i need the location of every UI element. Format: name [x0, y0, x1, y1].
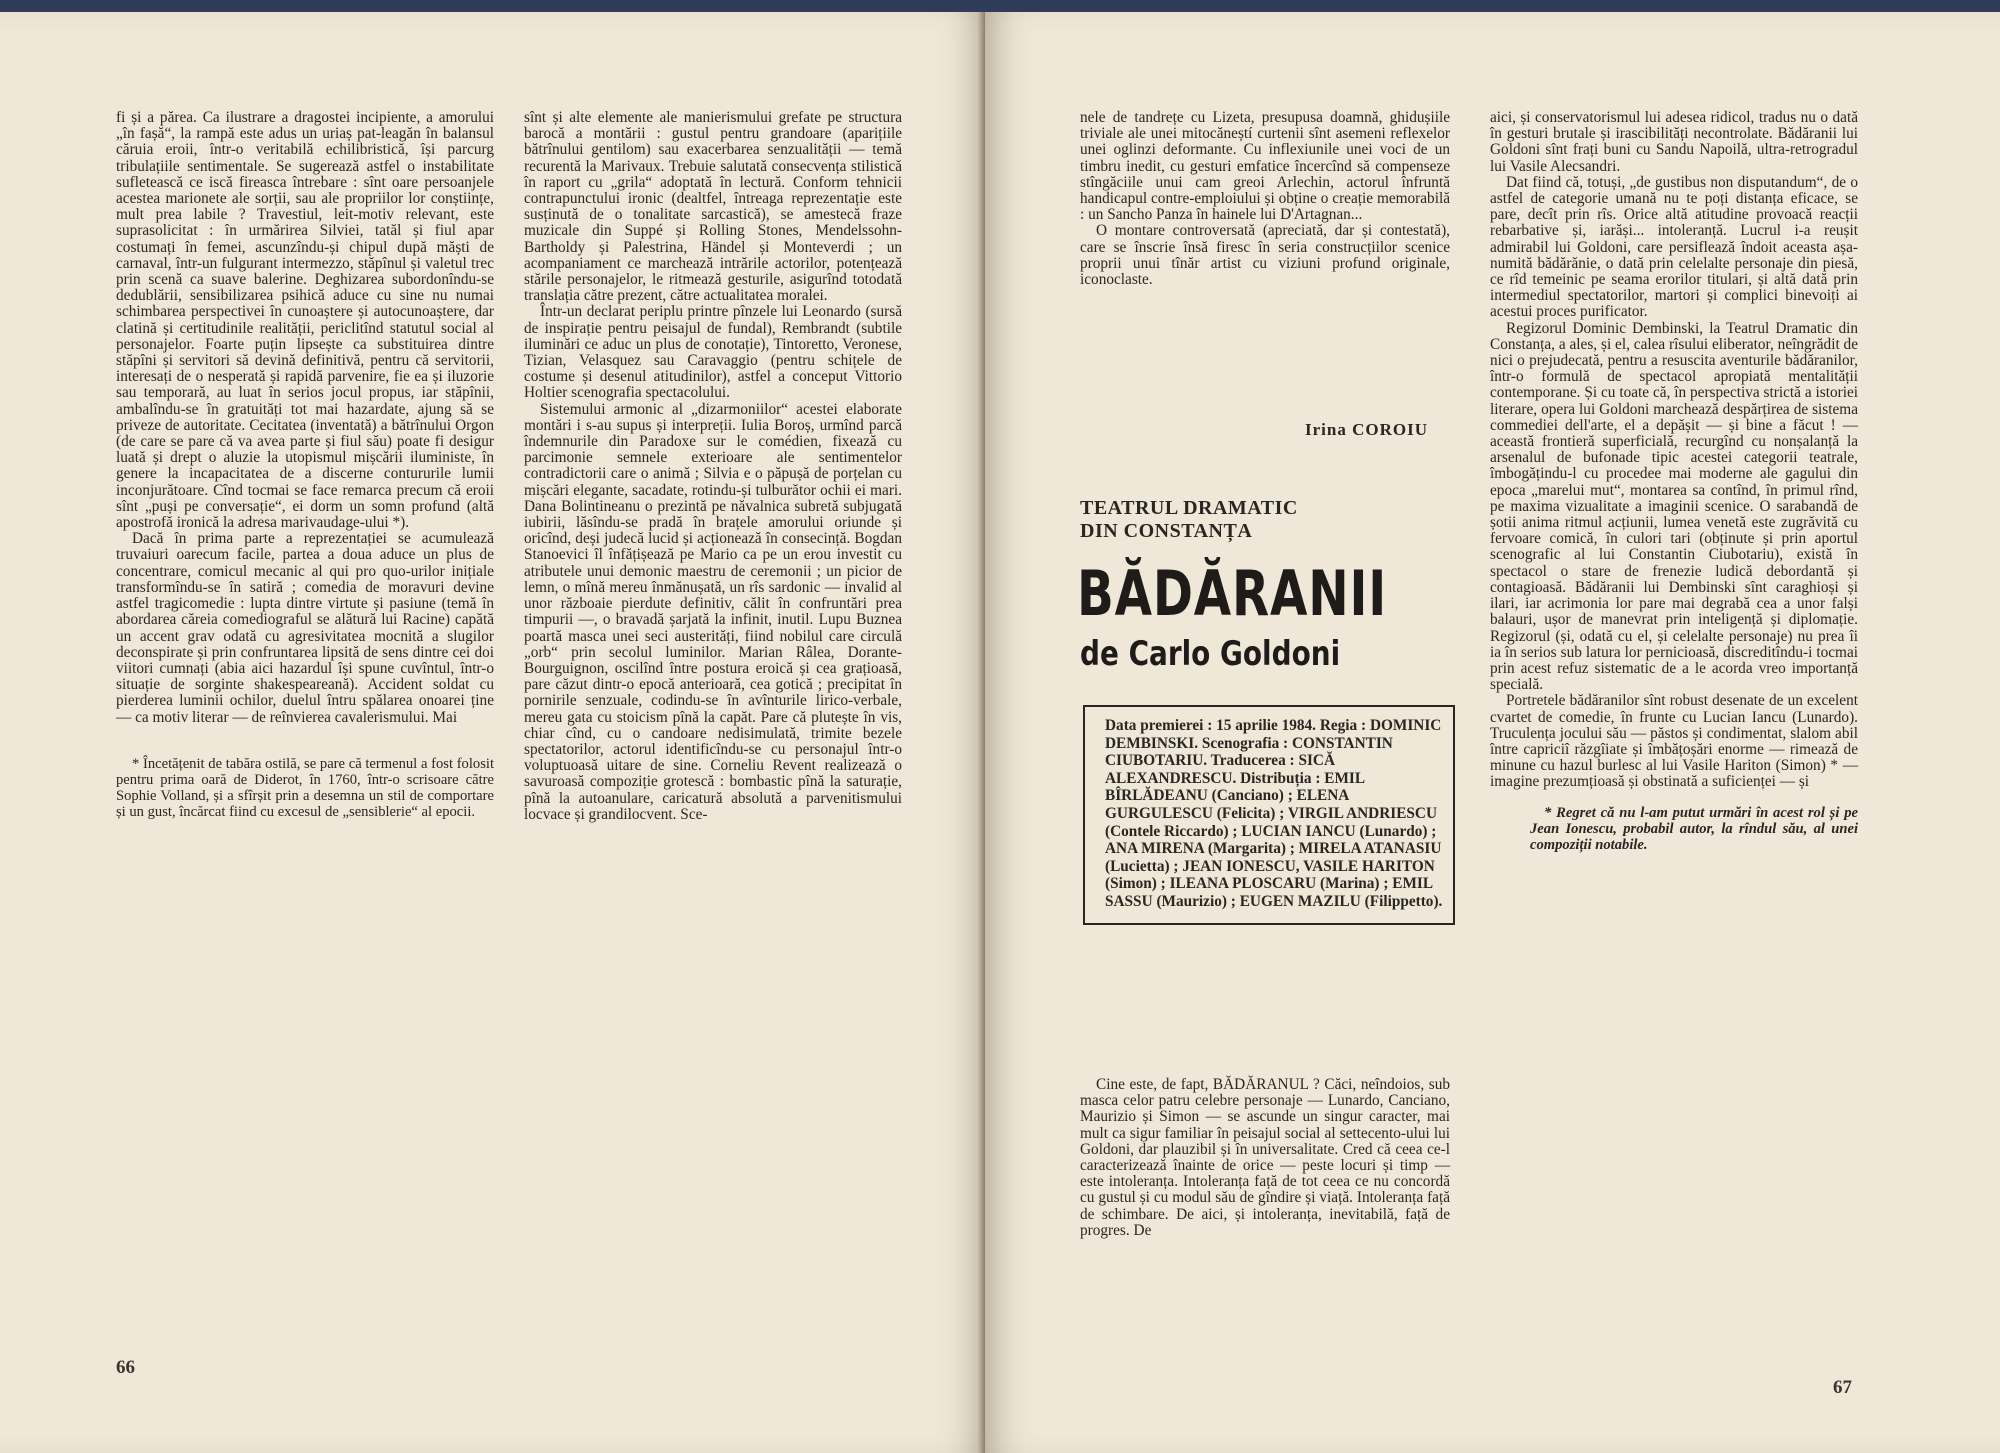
right-column-1-top: [1080, 110, 1450, 288]
credits-box: [1083, 705, 1455, 925]
play-author: de Carlo Goldoni: [1080, 634, 1341, 674]
paragraph: aici, și conservatorismul lui adesea ridicol, tradus nu o dată în gesturi brutale și irascibilități necontrolate. Bădăranii lui Goldoni sînt frați buni cu Sandu Napoilă, ultra-retrogradul lui Vasile Alecsandri.: [1490, 109, 1858, 175]
credits-text: Data premierei : 15 aprilie 1984. Regia : DOMINIC DEMBINSKI. Scenografia : CONSTANTIN CIUBOTARIU. Traducerea : SICĂ ALEXANDRESCU. Distribuția : EMIL BÎRLĂDEANU (Canciano) ; ELENA GURGULESCU (Felicita) ; VIRGIL ANDRIESCU (Contele Riccardo) ; LUCIAN IANCU (Lunardo) ; ANA MIRENA (Margarita) ; MIRELA ATANASIU (Lucietta) ; JEAN IONESCU, VASILE HARITON (Simon) ; ILEANA PLOSCARU (Marina) ; EMIL SASSU (Maurizio) ; EUGEN MAZILU (Filippetto).: [1105, 717, 1443, 910]
page-number: 67: [1833, 1377, 1852, 1398]
play-title: BĂDĂRANII: [1077, 557, 1388, 630]
right-column-1-bottom: [1080, 1077, 1450, 1239]
left-page: [0, 12, 985, 1453]
page-number: 66: [116, 1357, 135, 1378]
paragraph: Sistemului armonic al „dizarmoniilor“ acestei elaborate montări i s-au supus și interpreții. Iulia Boroș, urmînd parcă îndemnurile din Paradoxe sur le comédien, fixează cu parcimonie semnele exterioare ale sentimentelor contradictorii care o animă ; Silvia e o păpușă de porțelan cu mișcări elegante, sacadate, rotindu-și tulburător ochii ei mari. Dana Bolintineanu o prezintă pe năvalnica subretă subjugată iubirii, lăsîndu-se pradă în brațele amorului oriunde și oricînd, deși judecă lucid și acționează în consecință. Bogdan Stanoevici îl înfățișează pe Mario ca pe un erou investit cu atributele unui demonic maestru de ceremonii ; un picior de lemn, o mînă mereu înmănușată, un rîs sardonic — invalid al unor războaie pierdute definitiv, călit în confruntări prea timpurii —, o bravadă șarjată la infinit, inutil. Lupu Buznea poartă masca unei seci austerități, fiind nobilul care circulă „orb“ prin secolul luminilor. Marian Râlea, Dorante-Bourguignon, oscilînd între postura eroică și cea grațioasă, pare căzut dintr-o epocă anterioară, cea gotică ; precipitat în pornirile senzuale, codindu-se în avînturile lirico-verbale, mereu gata cu stoicism pînă la capăt. Pare că plutește în vis, chiar cînd, cu o candoare nedisimulată, trimite bezele spectatorilor, actorul identificîndu-se cu personajul într-o voluptuoasă uitare de sine. Corneliu Revent realizează o savuroasă compoziție grotescă : bombastic pînă la saturație, pînă la autoanulare, caricatură absolută a parvenitismului locvace și grandilocvent. Sce-: [524, 400, 902, 823]
paragraph: nele de tandrețe cu Lizeta, presupusa doamnă, ghidușiile triviale ale unei mitocăneștí curtenii sînt asemeni reflexelor unei oglinzi deformante. Cu inflexiunile unei voci de un timbru inedit, cu gesturi emfatice încercînd să compenseze stîngăciile unui cam greoi Arlechin, actorul înfruntă handicapul contre-emploiului și obține o creație memorabilă : un Sancho Panza în hainele lui D'Artagnan...: [1080, 109, 1450, 224]
left-column-2: [524, 110, 902, 823]
paragraph: Cine este, de fapt, BĂDĂRANUL ? Căci, neîndoios, sub masca celor patru celebre personaje — Lunardo, Canciano, Maurizio și Simon — se ascunde un singur caracter, mai mult ca sigur familiar în peisajul social al settecento-ului lui Goldoni, dar plauzibil și în universalitate. Cred că ceea ce-l caracterizează înainte de orice — peste locuri și timp — este intoleranța. Intoleranța față de tot ceea ce nu concordă cu gustul și cu modul său de gîndire și viață. Intoleranța față de schimbare. De aici, și intoleranța, inevitabilă, față de progres. De: [1080, 1076, 1450, 1239]
footnote: * Regret că nu l-am putut urmări în acest rol și pe Jean Ionescu, probabil autor, la rîndul său, al unei compoziții notabile.: [1530, 804, 1858, 853]
paragraph: fi și a părea. Ca ilustrare a dragostei incipiente, a amorului „în fașă“, la rampă este adus un uriaș pat-leagăn în balansul căruia eroii, într-o veritabilă echilibristică, își parcurg tribulațiile sentimentale. Se sugerează astfel o instabilitate sufletească ce iscă fireasca întrebare : sînt oare persoanjele acestea marionete ale sorții, sau ale propriilor lor conștiințe, mult prea labile ? Travestiul, leit-motiv relevant, este suprasolicitat : în urmărirea Silviei, tatăl și fiul apar costumați în femei, ascunzîndu-și chipul după măști de carnaval, într-un fulgurant intermezzo, stăpînul și valetul trec prin scenă ca suave balerine. Deghizarea subordonîndu-se dedublării, sensibilizarea psihică aduce cu sine nu numai schimbarea perspectivei în cunoaștere și autocunoaștere, dar clatină și certitudinile realității, periclitînd statutul social al personajelor. Foarte puțin lipsește ca substituirea dintre stăpîni și servitori să devină definitivă, pentru că servitorii, interesați de o nesperată și rapidă parvenire, fie ea și iluzorie sau temporară, au luat în serios jocul propus, iar stăpînii, ambalîndu-se în gratuități tot mai hazardate, ajung să se priveze de autoritate. Cecitatea (inventată) a bătrînului Orgon (de care se pare că va avea parte și fiul său) poate fi desigur luată și drept o aluzie la utopismul mișcării iluministe, în genere la incapacitatea de a discerne contururile lumii inconjurătoare. Cînd tocmai se face remarca precum că eroii sînt „puși pe conversație“, ei dorm un somn profund (altă apostrofă ironică la adresa marivaudage-ului *).: [116, 109, 494, 532]
paragraph: Portretele bădăranilor sînt robust desenate de un excelent cvartet de comedie, în frunte cu Lucian Iancu (Lunardo). Truculența jocului său — păstos și condimentat, slalom abil între capriciî răzgîiate și îmbățoșări enorme — rimează de minune cu hazul burlesc al lui Vasile Hariton (Simon) * — imagine prezumțioasă și obstinată a suficienței — și: [1490, 692, 1858, 791]
author-signature: Irina COROIU: [1305, 420, 1428, 439]
paragraph: Într-un declarat periplu printre pînzele lui Leonardo (sursă de inspirație pentru peisajul de fundal), Rembrandt (subtile iluminări ce aduc un plus de conotație), Tintoretto, Veronese, Tizian, Velasquez sau Caravaggio (pentru schițele de costume și desenul atitudinilor), astfel a conceput Vittorio Holtier scenografia spectacolului.: [524, 303, 902, 402]
right-page: [985, 12, 2000, 1453]
left-column-1: [116, 110, 494, 820]
paragraph: Regizorul Dominic Dembinski, la Teatrul Dramatic din Constanța, a ales, și el, calea rîsului eliberator, neîngrădit de nici o prejudecată, pentru a resuscita aventurile bădăranilor, într-o formulă de spectacol apropiată mentalității contemporane. Și cu toate că, în perspectiva strictă a istoriei literare, opera lui Goldoni marchează despărțirea de sistema commediei dell'arte, el a depășit — și bine a făcut ! — această frontieră superficială, recurgînd cu nonșalanță la arsenalul de bufonade tipic acestei categorii teatrale, îmbogățindu-l cu procedee mai moderne ale gagului din epoca „marelui mut“, montarea sa contînd, în primul rînd, pe maxima vizualitate a imaginii scenice. O sarabandă de șotii anima ritmul acțiunii, lumea venetă este zugrăvită cu fervoare comică, în culori tari (obținute și prin aportul scenografic al lui Constantin Ciubotariu), există în spectacol o stare de frenezie ludică debordantă și contagioasă. Bădăranii lui Dembinski sînt caraghioși și ilari, iar acrimonia lor pare mai degrabă cea a unor falși balauri, ușor de manevrat prin inteligență și diplomație. Regizorul (și, odată cu el, și celelalte personaje) nu prea îi ia în serios sub latura lor pernicioasă, discreditîndu-i tocmai prin acest refuz sistematic de a le acorda vreo importanță specială.: [1490, 319, 1858, 694]
right-column-2: [1490, 110, 1858, 853]
paragraph: Dat fiind că, totuși, „de gustibus non disputandum“, de o astfel de categorie umană nu te poți distanța eficace, se pare, decît prin rîs. Orice altă atitudine provoacă reacții rebarbative și, iarăși... intoleranță. Lucrul i-a reușit admirabil lui Goldoni, care persiflează îndoit aceasta așa-numită bădărănie, o dată prin celelalte personaje din piesă, ce rîd temeinic pe seama erorilor titulari, și altă dată prin intermediul spectatorilor, martori și complici binevoiți ai acestui proces purificator.: [1490, 173, 1858, 321]
paragraph: Dacă în prima parte a reprezentației se acumulează truvaiuri oarecum facile, partea a doua aduce un plus de concentrare, comicul mecanic al qui pro quo-urilor inițiale transformîndu-se în satiră ; comedia de moravuri devine astfel tragicomedie : lupta dintre virtute și pasiune (temă în abordarea căreia comediograful se alătură lui Racine) capătă un accent grav odată cu agresivitatea mocnită a slugilor deconspirate și prin confruntarea lipsită de sens dintre cei doi viitori cumnați (abia aici hazardul își spune cuvîntul, într-o situație de sorginte shakespeareană). Accident soldat cu pierderea luminii ochilor, duelul întru spălarea onoarei ține — ca motiv literar — de reînvierea cavalerismului. Mai: [116, 530, 494, 726]
paragraph: sînt și alte elemente ale manierismului grefate pe structura barocă a montării : gustul pentru grandoare (aparițiile bătrînului gentilom) sau exacerbarea senzualității — temă recurentă la Marivaux. Trebuie salutată consecvența stilistică în raport cu „grila“ adoptată în lectură. Conform tehnicii contrapunctului ironic (dealtfel, întreaga reprezentație este susținută de o tonalitate sarcastică), se amestecă fraze muzicale din Suppé și Rolling Stones, Mendelssohn-Bartholdy și Palestrina, Händel și Monteverdi ; un acompaniament ce marchează intrările actorilor, potențează stările personajelor, le ritmează gesturile, asigurînd totodată translația către prezent, către actualitatea moralei.: [524, 109, 902, 305]
footnote: * Încetățenit de tabăra ostilă, se pare că termenul a fost folosit pentru prima oară de Diderot, în 1760, într-o scrisoare către Sophie Volland, și a sfîrșit prin a desemna un stil de comportare și un gust, încărcat fiind cu excesul de „sensiblerie“ al epocii.: [116, 755, 494, 820]
theatre-name: TEATRUL DRAMATIC DIN CONSTANȚA: [1080, 497, 1298, 542]
paragraph: O montare controversată (apreciată, dar și contestată), care se înscrie însă firesc în seria construcțiilor scenice proprii unui tînăr artist cu viziuni profund originale, iconoclaste.: [1080, 222, 1450, 289]
